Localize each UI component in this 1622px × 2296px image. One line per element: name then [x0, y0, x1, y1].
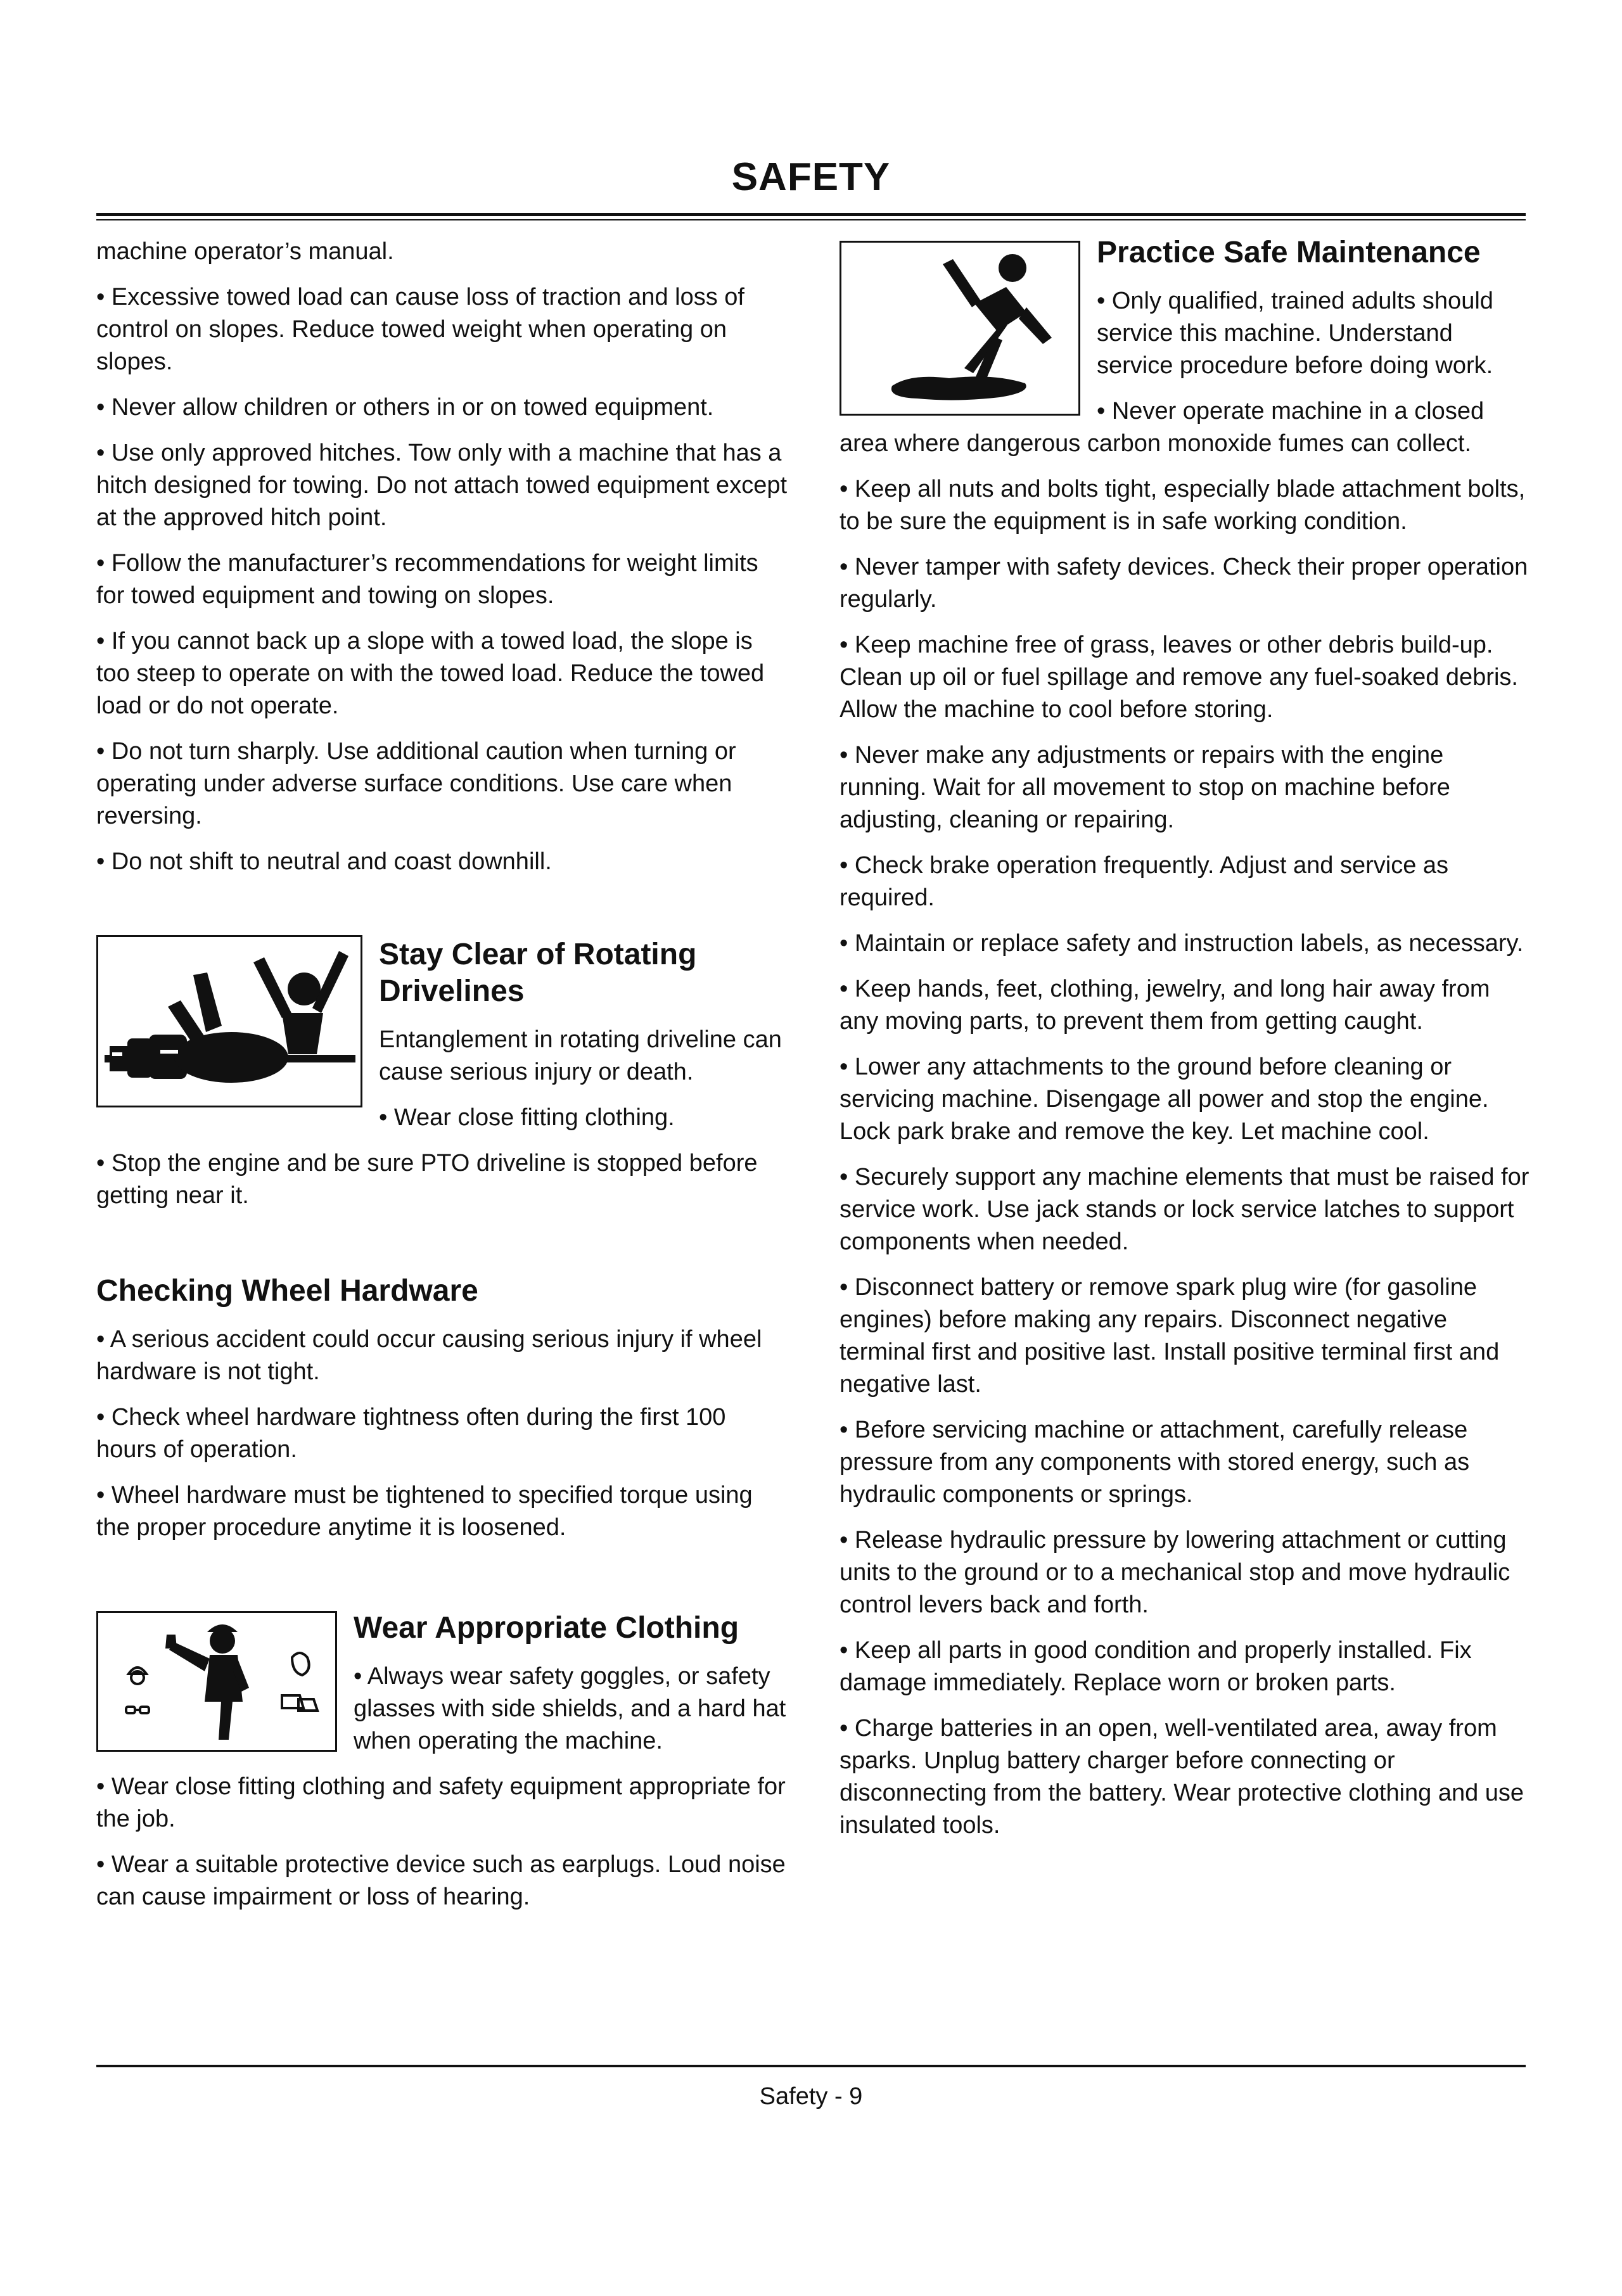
bullet-item: • A serious accident could occur causing serious injury if wheel hardware is not tight. — [96, 1326, 762, 1385]
bullet-item: • Release hydraulic pressure by lowering attachment or cutting units to the ground or to a mechanical stop and move hydraulic control levers back and forth. — [840, 1527, 1510, 1618]
bullet-item: • Before servicing machine or attachment, carefully release pressure from any components with stored energy, such as hydraulic components or springs. — [840, 1417, 1470, 1508]
bullet-item: • Lower any attachments to the ground before cleaning or servicing machine. Disengage all power and stop the engine. Lock park brake and remove the key. Let machine cool. — [840, 1054, 1489, 1145]
bullet-item: • Check brake operation frequently. Adjust and service as required. — [840, 852, 1449, 911]
clothing-section — [96, 1610, 787, 1913]
bullet-item: • Follow the manufacturer’s recommendations for weight limits for towed equipment and towing on slopes. — [96, 550, 758, 609]
bullet-item: • Stop the engine and be sure PTO driveline is stopped before getting near it. — [96, 1150, 758, 1209]
bullet-item: • Charge batteries in an open, well-ventilated area, away from sparks. Unplug battery charger before connecting or disconnecting from the battery. Wear protective clothing and use insulated tools. — [840, 1715, 1524, 1839]
bullet-item: • Securely support any machine elements that must be raised for service work. Use jack stands or lock service latches to support components when needed. — [840, 1164, 1529, 1255]
bullet-item: • Disconnect battery or remove spark plug wire (for gasoline engines) before making any repairs. Disconnect negative terminal first and positive last. Install positive terminal first and negative last. — [840, 1274, 1500, 1398]
page-number: Safety - 9 — [759, 2083, 863, 2110]
bullet-item: • Never tamper with safety devices. Check their proper operation regularly. — [840, 554, 1528, 613]
bullet-item: • Wear close fitting clothing and safety equipment appropriate for the job. — [96, 1773, 786, 1832]
bullet-item: • Maintain or replace safety and instruction labels, as necessary. — [840, 930, 1524, 957]
bullet-item: • Never allow children or others in or on towed equipment. — [96, 394, 714, 421]
bullet-item: • Only qualified, trained adults should service this machine. Understand service procedure before doing work. — [1097, 288, 1493, 379]
protective-equipment-icon — [96, 1611, 337, 1752]
paragraph: machine operator’s manual. — [96, 238, 394, 265]
maintenance-heading: Practice Safe Maintenance — [1097, 236, 1481, 269]
drivelines-section — [96, 936, 787, 1212]
wheel-hardware-section — [96, 1273, 787, 1544]
bullet-item: • Wear close fitting clothing. — [379, 1104, 675, 1131]
bullet-item: • Keep hands, feet, clothing, jewelry, and long hair away from any moving parts, to prevent them from getting caught. — [840, 976, 1490, 1035]
bullet-item: • Never operate machine in a closed area where dangerous carbon monoxide fumes can collect. — [840, 398, 1485, 457]
bullet-item: • Check wheel hardware tightness often during the first 100 hours of operation. — [96, 1404, 726, 1463]
wheel-hardware-heading: Checking Wheel Hardware — [96, 1274, 478, 1308]
header-rule-thin — [96, 219, 1526, 220]
maintenance-section — [840, 234, 1530, 1842]
bullet-item: • Wheel hardware must be tightened to specified torque using the proper procedure anytime it is loosened. — [96, 1482, 753, 1541]
bullet-item: • Do not turn sharply. Use additional caution when turning or operating under adverse surface conditions. Use care when reversing. — [96, 738, 736, 829]
bullet-item: • Use only approved hitches. Tow only with a machine that has a hitch designed for towing. Do not attach towed equipment except at the approved hitch point. — [96, 440, 788, 531]
bullet-item: • Always wear safety goggles, or safety glasses with side shields, and a hard hat when operating the machine. — [354, 1663, 786, 1754]
right-column — [840, 236, 1530, 1855]
bullet-item: • Never make any adjustments or repairs with the engine running. Wait for all movement to stop on machine before adjusting, cleaning or repairing. — [840, 742, 1450, 833]
clothing-heading: Wear Appropriate Clothing — [354, 1611, 739, 1645]
bullet-item: • Keep all nuts and bolts tight, especially blade attachment bolts, to be sure the equipment is in safe working condition. — [840, 476, 1526, 535]
bullet-item: • Do not shift to neutral and coast downhill. — [96, 848, 552, 875]
page-title: SAFETY — [731, 155, 891, 199]
bullet-item: • Excessive towed load can cause loss of traction and loss of control on slopes. Reduce towed weight when operating on slopes. — [96, 284, 744, 375]
footer-rule — [96, 2065, 1526, 2067]
slip-hazard-icon — [840, 241, 1080, 416]
bullet-item: • Wear a suitable protective device such as earplugs. Loud noise can cause impairment or loss of hearing. — [96, 1851, 786, 1910]
entanglement-warning-icon — [96, 935, 362, 1107]
bullet-item: • Keep all parts in good condition and properly installed. Fix damage immediately. Replace worn or broken parts. — [840, 1637, 1472, 1696]
paragraph: Entanglement in rotating driveline can cause serious injury or death. — [379, 1026, 782, 1085]
drivelines-heading: Stay Clear of Rotating Drivelines — [379, 938, 697, 1008]
bullet-item: • Keep machine free of grass, leaves or other debris build-up. Clean up oil or fuel spillage and remove any fuel-soaked debris. Allow the machine to cool before storing. — [840, 632, 1518, 723]
left-column — [96, 236, 787, 1927]
header-rule — [96, 213, 1526, 216]
bullet-item: • If you cannot back up a slope with a towed load, the slope is too steep to operate on with the towed load. Reduce the towed load or do not operate. — [96, 628, 765, 719]
